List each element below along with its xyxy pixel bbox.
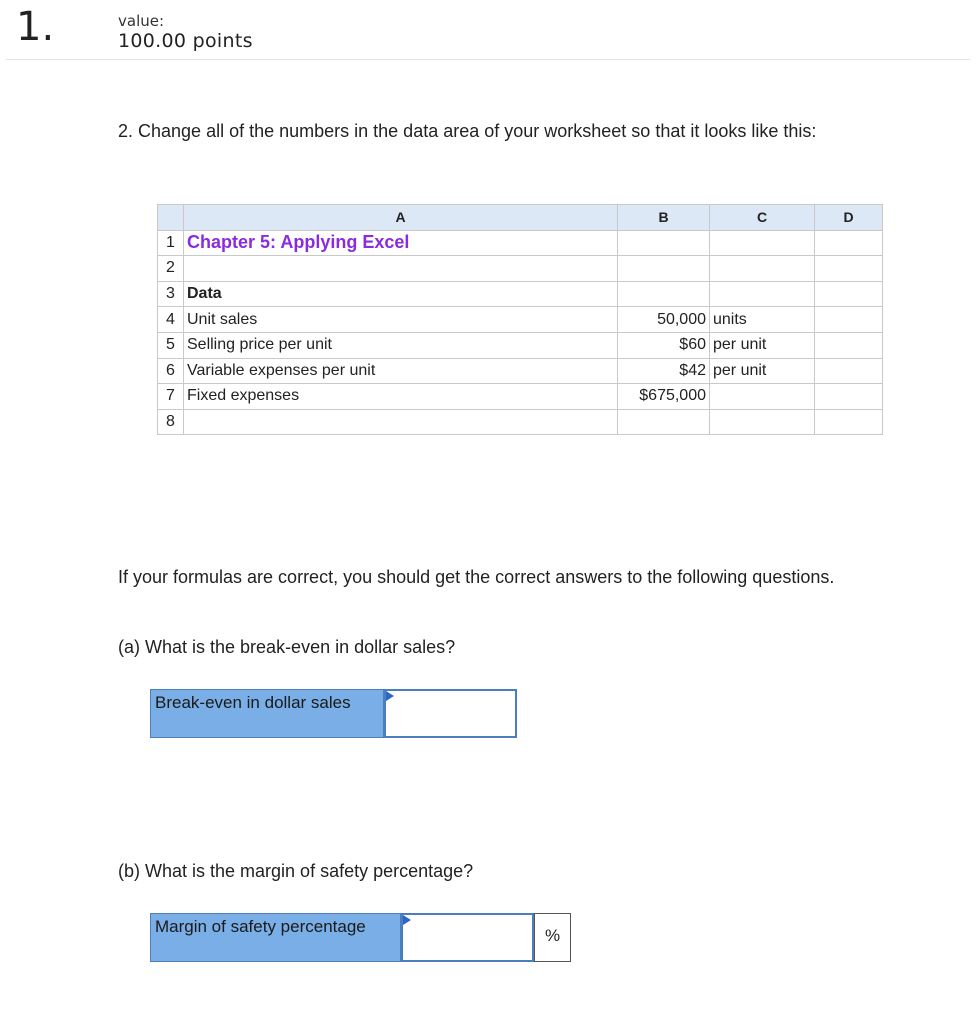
table-row bbox=[158, 409, 883, 435]
row-number: 8 bbox=[158, 409, 184, 435]
cell-d6 bbox=[815, 358, 883, 384]
cell-d3 bbox=[815, 281, 883, 307]
cell-d8 bbox=[815, 409, 883, 435]
question-a: (a) What is the break-even in dollar sales? bbox=[118, 637, 456, 657]
table-row bbox=[158, 307, 883, 333]
cell-d1 bbox=[815, 230, 883, 256]
cell-b3 bbox=[618, 281, 710, 307]
question-b: (b) What is the margin of safety percentage? bbox=[118, 861, 474, 881]
breakeven-input[interactable] bbox=[384, 689, 517, 738]
cell-d7 bbox=[815, 384, 883, 410]
cell-b4: 50,000 bbox=[618, 307, 710, 333]
percent-unit: % bbox=[534, 913, 571, 962]
cell-b8 bbox=[618, 409, 710, 435]
cell-c1 bbox=[710, 230, 815, 256]
row-number: 1 bbox=[158, 230, 184, 256]
cell-b7: $675,000 bbox=[618, 384, 710, 410]
question-number: 1. bbox=[16, 4, 55, 50]
cell-a7: Fixed expenses bbox=[184, 384, 618, 410]
table-row bbox=[158, 281, 883, 307]
worksheet-table bbox=[157, 204, 883, 435]
column-header-a: A bbox=[184, 205, 618, 231]
breakeven-label: Break-even in dollar sales bbox=[150, 689, 384, 738]
table-row bbox=[158, 256, 883, 282]
cell-a2 bbox=[184, 256, 618, 282]
table-row bbox=[158, 332, 883, 358]
table-row bbox=[158, 384, 883, 410]
row-number: 4 bbox=[158, 307, 184, 333]
input-flag-icon bbox=[403, 915, 411, 925]
corner-cell bbox=[158, 205, 184, 231]
value-label: value: bbox=[118, 12, 165, 30]
worksheet-title: Chapter 5: Applying Excel bbox=[184, 230, 618, 256]
cell-d2 bbox=[815, 256, 883, 282]
table-row bbox=[158, 230, 883, 256]
column-header-c: C bbox=[710, 205, 815, 231]
cell-a5: Selling price per unit bbox=[184, 332, 618, 358]
cell-d5 bbox=[815, 332, 883, 358]
column-header-d: D bbox=[815, 205, 883, 231]
cell-c5: per unit bbox=[710, 332, 815, 358]
row-number: 2 bbox=[158, 256, 184, 282]
cell-c4: units bbox=[710, 307, 815, 333]
row-number: 5 bbox=[158, 332, 184, 358]
instruction-text: 2. Change all of the numbers in the data area of your worksheet so that it looks like this: bbox=[118, 121, 817, 141]
column-header-b: B bbox=[618, 205, 710, 231]
cell-b1 bbox=[618, 230, 710, 256]
cell-a6: Variable expenses per unit bbox=[184, 358, 618, 384]
margin-of-safety-input[interactable] bbox=[401, 913, 534, 962]
column-header-row bbox=[158, 205, 883, 231]
cell-c8 bbox=[710, 409, 815, 435]
cell-d4 bbox=[815, 307, 883, 333]
cell-c7 bbox=[710, 384, 815, 410]
points-value: 100.00 points bbox=[118, 30, 253, 52]
row-number: 6 bbox=[158, 358, 184, 384]
row-number: 7 bbox=[158, 384, 184, 410]
header-divider bbox=[6, 59, 970, 60]
cell-c6: per unit bbox=[710, 358, 815, 384]
data-heading: Data bbox=[184, 281, 618, 307]
input-flag-icon bbox=[386, 691, 394, 701]
row-number: 3 bbox=[158, 281, 184, 307]
table-row bbox=[158, 358, 883, 384]
cell-a8 bbox=[184, 409, 618, 435]
cell-b5: $60 bbox=[618, 332, 710, 358]
cell-c2 bbox=[710, 256, 815, 282]
cell-b6: $42 bbox=[618, 358, 710, 384]
cell-b2 bbox=[618, 256, 710, 282]
margin-of-safety-label: Margin of safety percentage bbox=[150, 913, 401, 962]
cell-a4: Unit sales bbox=[184, 307, 618, 333]
formulas-note: If your formulas are correct, you should get the correct answers to the following questions. bbox=[118, 567, 835, 587]
cell-c3 bbox=[710, 281, 815, 307]
